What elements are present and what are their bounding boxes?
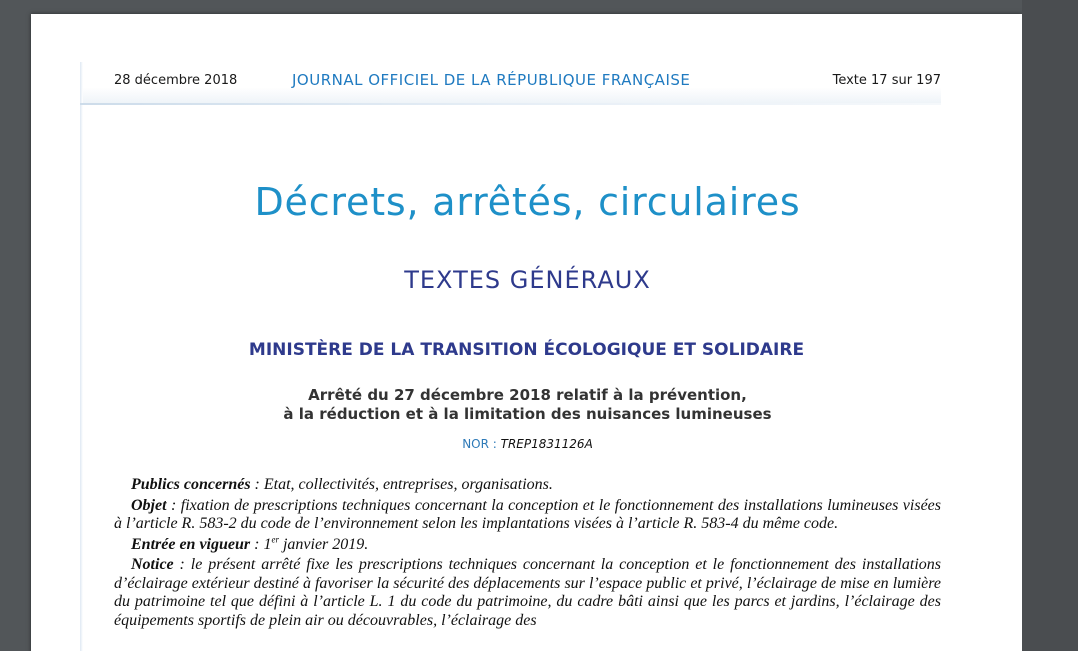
nor-label: NOR : — [462, 437, 501, 451]
viewer-background-top — [0, 0, 1078, 14]
header-journal-title: JOURNAL OFFICIEL DE LA RÉPUBLIQUE FRANÇAISE — [292, 71, 691, 89]
nor-value: TREP1831126A — [500, 437, 593, 451]
document-body — [114, 476, 941, 632]
entree-label: Entrée en vigueur — [131, 535, 251, 553]
publics-text: : Etat, collectivités, entreprises, organisations. — [250, 476, 553, 493]
header-divider — [80, 103, 941, 105]
objet-label: Objet — [131, 496, 167, 514]
section-title: Décrets, arrêtés, circulaires — [254, 180, 801, 224]
arrete-title-line-1: Arrêté du 27 décembre 2018 relatif à la prévention, — [308, 386, 747, 404]
nor-reference — [0, 437, 1055, 451]
arrete-title-line-2: à la réduction et à la limitation des nuisances lumineuses — [283, 405, 772, 423]
header-date: 28 décembre 2018 — [114, 73, 238, 88]
objet-text: : fixation de prescriptions techniques concernant la conception et le fonctionnement des installations lumineuses visées à l’article R. 583-2 du code de l’environnement selon les implantations visées à l’article R. 583-4 du même code. — [114, 496, 941, 532]
paragraph-notice — [114, 556, 941, 630]
publics-label: Publics concernés — [131, 476, 251, 493]
viewer-scrollbar-area[interactable] — [1022, 0, 1078, 651]
ministry-name: MINISTÈRE DE LA TRANSITION ÉCOLOGIQUE ET SOLIDAIRE — [248, 340, 805, 360]
arrete-title — [0, 386, 1055, 424]
paragraph-objet — [114, 497, 941, 534]
paragraph-entree — [114, 536, 941, 555]
header-text-number: Texte 17 sur 197 — [832, 73, 941, 88]
notice-label: Notice — [131, 556, 174, 573]
paragraph-publics — [114, 476, 941, 495]
subsection-title: TEXTES GÉNÉRAUX — [404, 266, 651, 294]
entree-superscript: er — [271, 534, 279, 545]
entree-text-pre: : 1 — [250, 535, 272, 553]
entree-text-post: janvier 2019. — [278, 535, 369, 553]
notice-text: : le présent arrêté fixe les prescriptions techniques concernant la conception et le fonctionnement des installations d’éclairage extérieur destiné à favoriser la sécurité des déplacements sur l’espace public et privé, l’éclairage de mise en lumière du patrimoine tel que défini à l’article L. 1 du code du patrimoine, du cadre bâti ainsi que les parcs et jardins, l’éclairage des équipements sportifs de plein air ou découvrables, l’éclairage des — [114, 556, 941, 629]
